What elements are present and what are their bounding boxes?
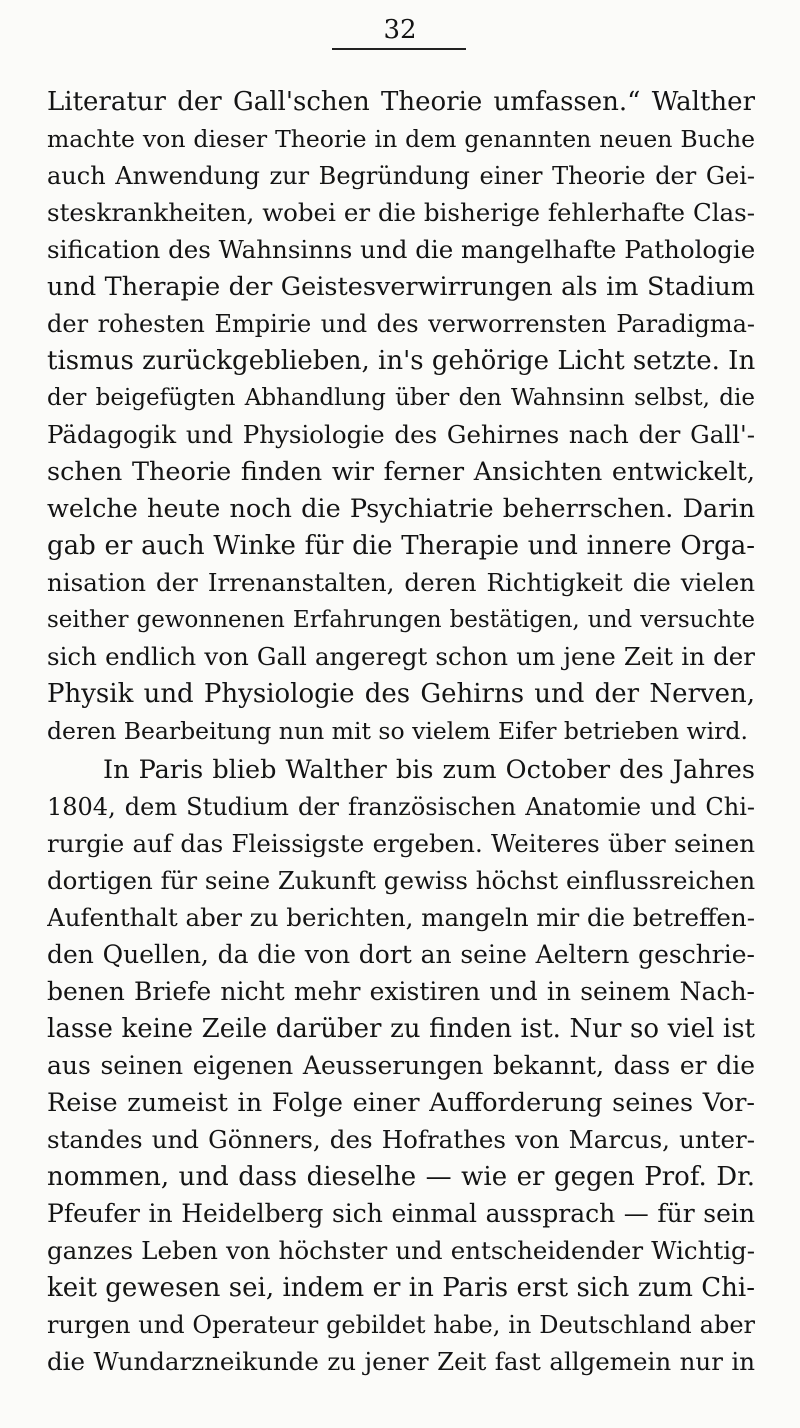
- text-line: standes und Gönners, des Hofrathes von Marcus, unter-: [47, 1125, 755, 1154]
- text-line: aus seinen eigenen Aeusserungen bekannt, dass er die: [47, 1051, 755, 1080]
- text-line: deren Bearbeitung nun mit so vielem Eifer betrieben wird.: [47, 717, 748, 745]
- text-line: welche heute noch die Psychiatrie beherrschen. Darin: [47, 494, 755, 524]
- text-line: Aufenthalt aber zu berichten, mangeln mir die betreffen-: [47, 903, 755, 932]
- page-number: 32: [383, 15, 417, 45]
- text-line: keit gewesen sei, indem er in Paris erst sich zum Chi-: [47, 1273, 755, 1303]
- text-line: In Paris blieb Walther bis zum October des Jahres: [103, 755, 755, 785]
- text-line: machte von dieser Theorie in dem genannten neuen Buche: [47, 125, 755, 153]
- text-line: 1804, dem Studium der französischen Anatomie und Chi-: [47, 793, 755, 821]
- text-line: rurgen und Operateur gebildet habe, in Deutschland aber: [47, 1311, 755, 1339]
- text-line: Reise zumeist in Folge einer Aufforderung seines Vor-: [47, 1088, 755, 1118]
- text-line: gab er auch Winke für die Therapie und innere Orga-: [47, 531, 755, 561]
- text-line: tismus zurückgeblieben, in's gehörige Licht setzte. In: [47, 346, 755, 376]
- text-line: sification des Wahnsinns und die mangelhafte Pathologie: [47, 235, 755, 264]
- text-line: der beigefügten Abhandlung über den Wahnsinn selbst, die: [47, 385, 755, 411]
- text-line: sich endlich von Gall angeregt schon um jene Zeit in der: [47, 642, 755, 671]
- text-line: die Wundarzneikunde zu jener Zeit fast allgemein nur in: [47, 1347, 755, 1376]
- text-line: steskrankheiten, wobei er die bisherige fehlerhafte Clas-: [47, 198, 755, 227]
- text-line: rurgie auf das Fleissigste ergeben. Weiteres über seinen: [47, 829, 755, 858]
- text-line: benen Briefe nicht mehr existiren und in seinem Nach-: [47, 977, 755, 1006]
- text-line: der rohesten Empirie und des verworrensten Paradigma-: [47, 310, 755, 338]
- text-line: lasse keine Zeile darüber zu finden ist. Nur so viel ist: [47, 1014, 755, 1044]
- text-line: seither gewonnenen Erfahrungen bestätigen, und versuchte: [47, 607, 755, 633]
- text-line: schen Theorie finden wir ferner Ansichten entwickelt,: [47, 457, 755, 487]
- text-line: auch Anwendung zur Begründung einer Theorie der Gei-: [47, 162, 755, 190]
- text-line: Pädagogik und Physiologie des Gehirnes nach der Gall'-: [47, 420, 755, 449]
- text-line: Pfeufer in Heidelberg sich einmal aussprach — für sein: [47, 1199, 755, 1228]
- header-rule: [332, 48, 466, 50]
- text-line: Physik und Physiologie des Gehirns und der Nerven,: [47, 679, 755, 709]
- text-line: Literatur der Gall'schen Theorie umfassen.“ Walther: [47, 87, 755, 117]
- text-line: nisation der Irrenanstalten, deren Richtigkeit die vielen: [47, 568, 755, 597]
- text-line: nommen, und dass dieselhe — wie er gegen Prof. Dr.: [47, 1162, 755, 1192]
- text-line: dortigen für seine Zukunft gewiss höchst einflussreichen: [47, 866, 755, 895]
- text-line: und Therapie der Geistesverwirrungen als im Stadium: [47, 272, 755, 302]
- text-line: ganzes Leben von höchster und entscheidender Wichtig-: [47, 1236, 755, 1265]
- text-line: den Quellen, da die von dort an seine Aeltern geschrie-: [47, 940, 755, 969]
